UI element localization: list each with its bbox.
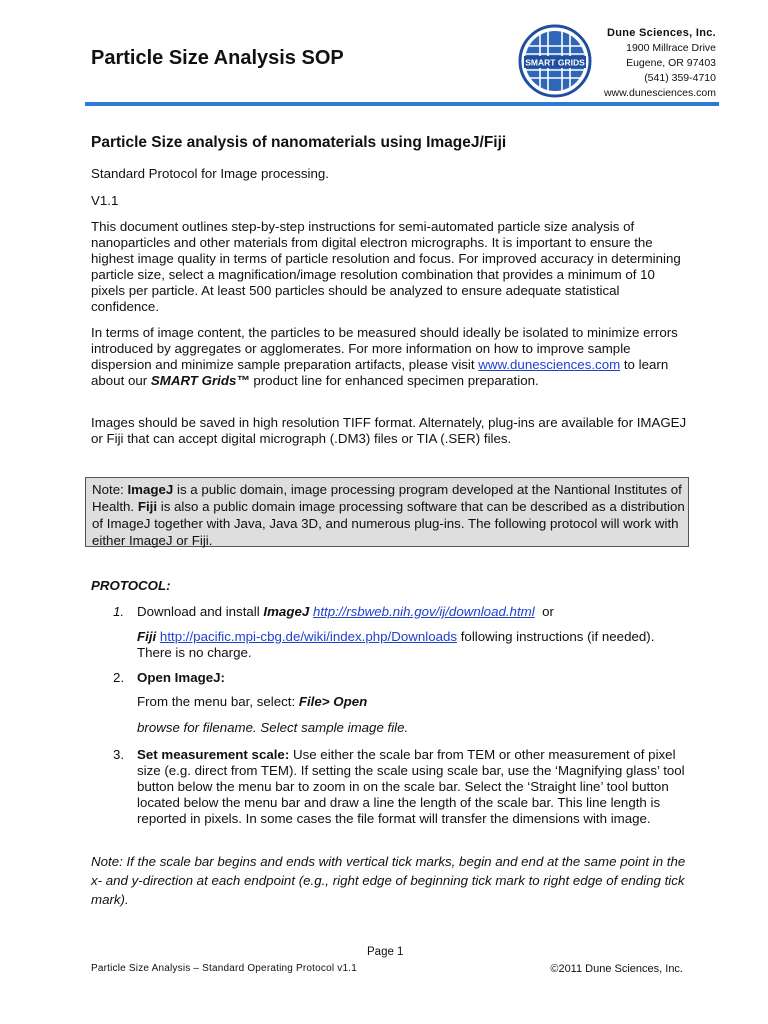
- dunesciences-link[interactable]: www.dunesciences.com: [478, 357, 621, 372]
- logo-text: SMART GRIDS: [525, 57, 585, 68]
- intro-paragraph: This document outlines step-by-step instructions for semi-automated particle size analysis of nanoparticles and other materials from digital electron micrographs. It is important to ensure the highest image quality in terms of particle resolution and focus. For improved accuracy in determining particle size, select a magnification/image resolution combination that provides a minimum of 10 pixels per particle. At least 500 particles should be analyzed to ensure adequate statistical confidence.: [91, 219, 681, 314]
- footer-left: Particle Size Analysis – Standard Operating Protocol v1.1: [91, 963, 357, 974]
- footer-right: ©2011 Dune Sciences, Inc.: [550, 963, 683, 975]
- note-box: Note: ImageJ is a public domain, image processing program developed at the Nantional Institutes of Health. Fiji is also a public domain image processing software that can be described as a distribution of ImageJ together with Java, Java 3D, and numerous plug-ins. The following protocol will work with either ImageJ or Fiji.: [85, 477, 689, 547]
- version: V1.1: [91, 193, 119, 208]
- company-address1: 1900 Millrace Drive: [626, 42, 716, 54]
- company-address2: Eugene, OR 97403: [626, 57, 716, 69]
- imagej-download-link[interactable]: http://rsbweb.nih.gov/ij/download.html: [312, 604, 535, 619]
- step-2-browse: browse for filename. Select sample image file.: [137, 720, 409, 735]
- step-3-text: Set measurement scale: Use either the scale bar from TEM or other measurement of pixel size (e.g. direct from TEM). If setting the scale using scale bar, use the ‘Magnifying glass’ tool button below the menu bar to zoom in on the scale bar. Select the ‘Straight line’ tool button located below the menu bar and draw a line the length of the scale bar. This line length is reported in pixels. In some cases the file format will transfer the dimensions with image.: [137, 747, 685, 826]
- step-2-menu-line: From the menu bar, select: File> Open: [137, 694, 368, 709]
- step-1-fiji: Fiji http://pacific.mpi-cbg.de/wiki/index.php/Downloads following instructions (if needed). There is no charge.: [137, 629, 655, 660]
- company-name: Dune Sciences, Inc.: [606, 27, 716, 39]
- step-number: 1.: [113, 604, 125, 619]
- smart-grids-logo: [518, 24, 592, 98]
- step-2-title: Open ImageJ:: [137, 670, 225, 685]
- format-paragraph: Images should be saved in high resolution TIFF format. Alternately, plug-ins are available for IMAGEJ or Fiji that can accept digital micrograph (.DM3) files or TIA (.SER) files.: [91, 415, 687, 446]
- closing-note: Note: If the scale bar begins and ends with vertical tick marks, begin and end at the same point in the x- and y-direction at each endpoint (e.g., right edge of beginning tick mark to right edge of ending tick mark).: [91, 854, 686, 907]
- step-1-line: Download and install ImageJ http://rsbweb.nih.gov/ij/download.html or: [137, 604, 554, 619]
- fiji-download-link[interactable]: http://pacific.mpi-cbg.de/wiki/index.php/Downloads: [159, 629, 458, 644]
- company-web: www.dunesciences.com: [603, 87, 716, 99]
- protocol-heading: PROTOCOL:: [91, 578, 171, 593]
- content-paragraph: In terms of image content, the particles to be measured should ideally be isolated to minimize errors introduced by aggregates or agglomerates. For more information on how to improve sample dispersion and minimize sample preparation artifacts, please visit www.dunesciences.com to learn about our SMART Grids™ product line for enhanced specimen preparation.: [91, 325, 678, 388]
- subtitle: Standard Protocol for Image processing.: [91, 166, 329, 181]
- step-number: 3.: [113, 747, 125, 762]
- step-number: 2.: [113, 670, 125, 685]
- page-number: Page 1: [367, 946, 404, 958]
- section-title: Particle Size analysis of nanomaterials using ImageJ/Fiji: [91, 134, 507, 151]
- document-title: Particle Size Analysis SOP: [91, 47, 344, 69]
- company-phone: (541) 359-4710: [644, 72, 716, 84]
- company-block: [604, 26, 716, 101]
- header-rule: [85, 102, 719, 106]
- smart-grids-brand: SMART Grids™: [150, 373, 250, 388]
